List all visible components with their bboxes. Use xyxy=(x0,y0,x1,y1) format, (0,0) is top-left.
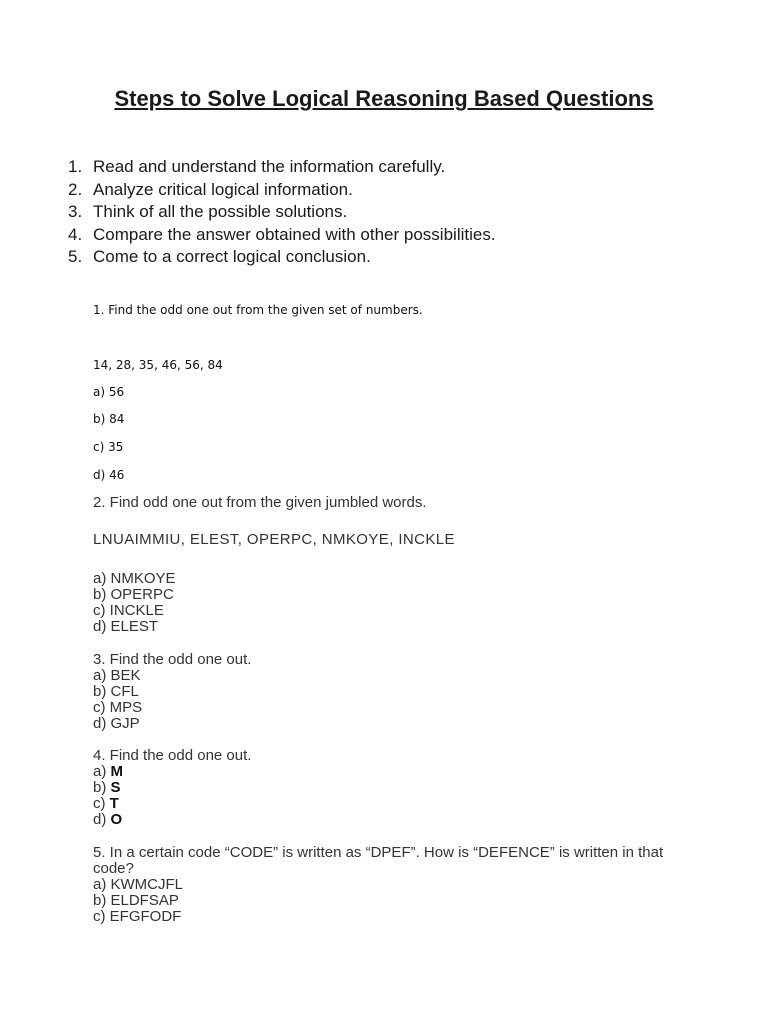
q3-option-a: a) BEK xyxy=(93,667,141,684)
q2-option-b: b) OPERPC xyxy=(93,586,174,603)
q5-question: 5. In a certain code “CODE” is written as “DPEF”. How is “DEFENCE” is written in that code? xyxy=(93,844,664,877)
list-number: 4. xyxy=(68,224,83,244)
list-text: Analyze critical logical information. xyxy=(93,179,353,199)
q3-option-c: c) MPS xyxy=(93,699,143,716)
list-text: Compare the answer obtained with other possibilities. xyxy=(93,224,496,244)
list-item xyxy=(68,246,496,269)
q2-option-c: c) INCKLE xyxy=(93,602,164,619)
q3-question: 3. Find the odd one out. xyxy=(93,651,252,668)
list-item xyxy=(68,156,496,179)
q4-block xyxy=(93,748,251,828)
option-value: O xyxy=(110,811,123,828)
q2-options xyxy=(93,571,176,635)
list-text: Think of all the possible solutions. xyxy=(93,202,348,221)
list-text: Read and understand the information carefully. xyxy=(93,157,446,176)
list-item xyxy=(68,224,496,247)
q1-option-a: a) 56 xyxy=(93,385,125,399)
q5-option-a: a) KWMCJFL xyxy=(93,876,183,893)
list-number: 2. xyxy=(68,179,83,199)
list-item xyxy=(68,179,496,202)
option-value: T xyxy=(109,795,119,812)
q5-option-c: c) EFGFODF xyxy=(93,908,182,925)
q1-numbers: 14, 28, 35, 46, 56, 84 xyxy=(93,358,223,372)
q2-question: 2. Find odd one out from the given jumbled words. xyxy=(93,494,427,511)
q1-option-d: d) 46 xyxy=(93,468,125,482)
page-title: Steps to Solve Logical Reasoning Based Questions xyxy=(114,86,654,111)
list-item xyxy=(68,201,496,224)
q2-option-d: d) ELEST xyxy=(93,618,159,635)
option-prefix: d) xyxy=(93,811,111,828)
list-number: 3. xyxy=(68,202,83,221)
q5-option-b: b) ELDFSAP xyxy=(93,892,179,909)
list-number: 5. xyxy=(68,247,83,266)
q4-option-b xyxy=(93,780,251,796)
q4-option-c xyxy=(93,796,251,812)
q3-option-b: b) CFL xyxy=(93,683,139,700)
q1-question: 1. Find the odd one out from the given set of numbers. xyxy=(93,303,423,317)
q4-question: 4. Find the odd one out. xyxy=(93,747,252,764)
steps-list xyxy=(68,156,496,269)
q2-words: LNUAIMMIU, ELEST, OPERPC, NMKOYE, INCKLE xyxy=(93,531,455,548)
q3-block xyxy=(93,652,251,732)
q3-option-d: d) GJP xyxy=(93,715,140,732)
q5-block xyxy=(93,845,673,925)
option-prefix: a) xyxy=(93,763,111,780)
q2-option-a: a) NMKOYE xyxy=(93,570,176,587)
option-prefix: b) xyxy=(93,779,111,796)
option-prefix: c) xyxy=(93,795,110,812)
option-value: M xyxy=(110,763,124,780)
list-text: Come to a correct logical conclusion. xyxy=(93,247,371,266)
q1-option-b: b) 84 xyxy=(93,412,125,426)
option-value: S xyxy=(110,779,121,796)
q4-option-d xyxy=(93,812,251,828)
q4-option-a xyxy=(93,764,251,780)
q1-option-c: c) 35 xyxy=(93,440,124,454)
list-number: 1. xyxy=(68,157,83,176)
